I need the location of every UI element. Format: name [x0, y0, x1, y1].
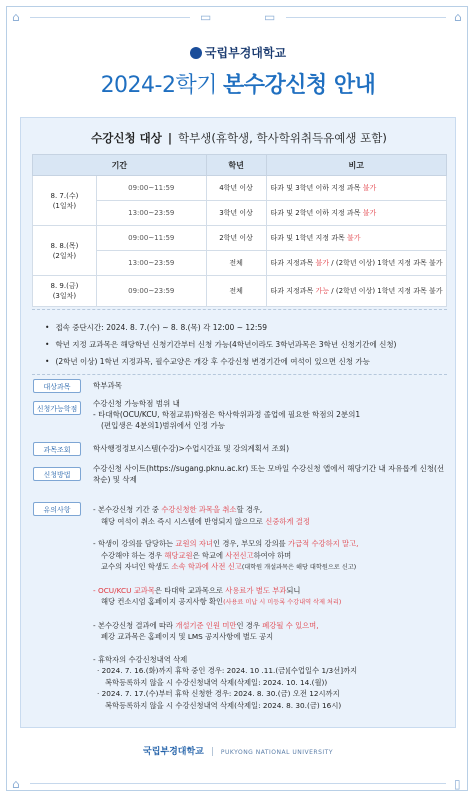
note-highlight: 해당교원	[164, 550, 193, 560]
target-heading-divider: |	[167, 131, 173, 145]
top-divider-right	[286, 17, 446, 18]
schedule-table	[32, 154, 447, 307]
note-cell	[266, 201, 447, 226]
note-item	[93, 654, 448, 712]
note-text: · 2024. 7. 17.(수)부터 휴학 신청한 경우: 2024. 8. 30.(금) 오전 12시까지	[97, 689, 340, 698]
badge-target-courses: 대상과목	[33, 379, 81, 393]
note-highlight: 교원의 자녀	[175, 539, 213, 548]
note-cell	[266, 276, 447, 307]
day-label: (2일차)	[52, 251, 77, 260]
time-cell: 09:00~23:59	[96, 276, 206, 307]
time-cell: 09:00~11:59	[96, 226, 206, 251]
note-status: 불가	[315, 259, 330, 267]
footer-divider: |	[210, 747, 214, 757]
date-cell	[33, 176, 97, 226]
note-text: 수강해야 하는 경우	[101, 550, 165, 560]
note-text: - 본수강신청 기간 중	[93, 505, 162, 514]
page-title	[0, 68, 476, 99]
header-period: 기간	[33, 155, 207, 176]
note-cell	[266, 226, 447, 251]
note-text: 타과 및 3학년 이하 지정 과목	[270, 184, 363, 192]
note-text: 복학등록하지 않을 시 수강신청내역 삭제(삭제일: 2024. 10. 14.(월))	[105, 677, 328, 687]
grade-cell: 4학년 이상	[206, 176, 266, 201]
grade-cell: 2학년 이상	[206, 226, 266, 251]
note-status: 불가	[346, 234, 361, 242]
grade-cell: 3학년 이상	[206, 201, 266, 226]
date-label: 8. 7.(수)	[50, 191, 79, 200]
notice-bullets	[45, 319, 397, 370]
note-text: 타과 지정과목	[270, 259, 316, 267]
note-text: · 2024. 7. 16.(화)까지 휴학 중인 경우: 2024. 10 .11.(금)[수업일수 1/3선]까지	[97, 666, 358, 675]
schedule-header-row	[33, 155, 447, 176]
board-icon: ▭	[200, 10, 212, 24]
footer-en-name: PUKYONG NATIONAL UNIVERSITY	[220, 749, 333, 756]
credits-text	[93, 398, 445, 431]
note-text: 되니	[286, 585, 301, 595]
course-lookup-text: 학사행정정보시스템(수강)>수업시간표 및 강의계획서 조회)	[93, 444, 290, 453]
note-text: 은 학교에	[192, 550, 226, 560]
credits-line: (편입생은 4분의1)범위에서 인정 가능	[101, 421, 225, 430]
info-panel	[20, 117, 456, 728]
note-status: 가능	[315, 287, 330, 295]
note-text: 하여야 하며	[253, 550, 292, 560]
note-item	[93, 538, 448, 574]
note-text: 은 타대학 교과목으로	[154, 585, 226, 595]
note-text: 해당 컨소시엄 홈페이지 공지사항 확인	[101, 597, 224, 606]
note-highlight: (사용료 미납 시 미등록 수강내역 삭제 처리)	[223, 599, 342, 606]
date-cell	[33, 226, 97, 276]
notes-list	[93, 504, 448, 722]
note-highlight: 개설기준 인원 미만	[175, 620, 237, 630]
footer	[0, 744, 476, 757]
target-courses-text: 학부과목	[93, 381, 122, 390]
note-text: 교수의 자녀인 학생도	[101, 562, 172, 571]
time-cell: 13:00~23:59	[96, 251, 206, 276]
grade-cell: 전체	[206, 276, 266, 307]
university-logo	[0, 44, 476, 61]
university-emblem-icon	[190, 47, 202, 59]
note-text: - 휴학자의 수강신청내역 삭제	[93, 654, 188, 664]
bullet-item: • 학년 지정 교과목은 해당학년 신청기간부터 신청 가능(4학년이라도 3학년과목은 3학년 신청기간에 신청)	[45, 336, 397, 353]
note-highlight: 신중하게 결정	[265, 516, 310, 526]
note-text: 해당 여석이 취소 즉시 시스템에 반영되지 않으므로	[101, 516, 266, 526]
note-extra: / (2학년 이상) 1학년 지정 과목 불가	[329, 259, 443, 267]
day-label: (1일차)	[52, 201, 77, 210]
bullet-item: • (2학년 이상) 1학년 지정과목, 필수교양은 개강 후 수강신청 변경기간에 여석이 있으면 신청 가능	[45, 353, 397, 370]
note-highlight: 소속 학과에 사전 신고	[171, 562, 242, 571]
note-status: 불가	[362, 184, 377, 192]
building-icon: ⌂	[454, 10, 462, 24]
target-heading	[21, 130, 457, 146]
table-row	[33, 226, 447, 251]
day-label: (3일차)	[52, 292, 77, 300]
title-subject: 본수강신청 안내	[223, 73, 376, 98]
library-icon: ⌂	[12, 10, 20, 24]
note-extra: / (2학년 이상) 1학년 지정 과목 불가	[329, 287, 443, 295]
target-heading-label: 수강신청 대상	[91, 131, 162, 145]
note-highlight: 폐강될 수 있으며,	[262, 620, 319, 630]
note-item	[93, 504, 448, 527]
badge-notes: 유의사항	[33, 502, 81, 516]
bottom-divider	[30, 783, 446, 784]
note-text: 폐강 교과목은 홈페이지 및 LMS 공지사항에 별도 공지	[101, 632, 274, 641]
date-label: 8. 8.(목)	[50, 241, 79, 250]
footer-kr-name: 국립부경대학교	[143, 747, 204, 757]
divider-1	[32, 309, 447, 310]
badge-apply-method: 신청방법	[33, 467, 81, 481]
divider-2	[32, 374, 447, 375]
apply-method-text: 수강신청 사이트(https://sugang.pknu.ac.kr) 또는 모바일 수강신청 앱에서 해당기간 내 자유롭게 신청(선착순) 및 삭제	[93, 464, 445, 484]
note-cell	[266, 251, 447, 276]
table-row	[33, 276, 447, 307]
credits-line: 수강신청 가능학점 범위 내	[93, 399, 180, 408]
note-highlight: 가급적 수강하지 말고,	[288, 539, 359, 548]
target-heading-value: 학부생(휴학생, 학사학위취득유예생 포함)	[178, 131, 387, 145]
table-row	[33, 176, 447, 201]
note-text: 복학등록하지 않을 시 수강신청내역 삭제(삭제일: 2024. 8. 30.(금) 16시)	[105, 700, 342, 710]
credits-line: - 타대학(OCU/KCU, 학점교류)학점은 학사학위과정 졸업에 필요한 학점의 2분의1	[93, 410, 361, 419]
note-highlight: 사전신고	[225, 550, 254, 560]
building-icon-bottom: ⌂	[12, 777, 20, 791]
grade-cell: 전체	[206, 251, 266, 276]
note-text: 인 경우, 부모의 강의를	[212, 539, 289, 548]
title-semester: 2024-2학기	[100, 73, 217, 98]
date-label: 8. 9.(금)	[50, 282, 79, 290]
note-item	[93, 585, 448, 609]
badge-course-lookup: 과목조회	[33, 442, 81, 456]
book-icon-bottom: ▯	[454, 777, 461, 791]
note-text: 타과 및 1학년 지정 과목	[270, 234, 347, 242]
time-cell: 13:00~23:59	[96, 201, 206, 226]
note-small: (대학원 개설과목은 해당 대학원으로 신고)	[241, 564, 357, 571]
note-item	[93, 620, 448, 643]
header-grade: 학년	[206, 155, 266, 176]
note-text: - 학생이 강의를 담당하는	[93, 539, 176, 548]
note-text: - 본수강신청 결과에 따라	[93, 620, 176, 630]
date-cell	[33, 276, 97, 307]
bullet-item: • 접속 중단시간: 2024. 8. 7.(수) ~ 8. 8.(목) 각 12:00 ~ 12:59	[45, 319, 397, 336]
time-cell: 09:00~11:59	[96, 176, 206, 201]
note-highlight: 사용료가 별도 부과	[225, 585, 287, 595]
note-text: 타과 및 2학년 이하 지정 과목	[270, 209, 363, 217]
badge-credits: 신청가능학점	[33, 401, 81, 415]
note-highlight: - OCU/KCU 교과목	[93, 585, 155, 595]
top-divider-left	[30, 17, 190, 18]
note-highlight: 수강신청한 과목을 취소	[161, 505, 237, 514]
note-status: 불가	[362, 209, 377, 217]
board-icon-2: ▭	[264, 10, 276, 24]
note-text: 타과 지정과목	[270, 287, 316, 295]
header-note: 비고	[266, 155, 447, 176]
university-name: 국립부경대학교	[204, 46, 287, 60]
note-cell	[266, 176, 447, 201]
note-text: 할 경우,	[236, 505, 263, 514]
note-text: 인 경우	[236, 620, 263, 630]
